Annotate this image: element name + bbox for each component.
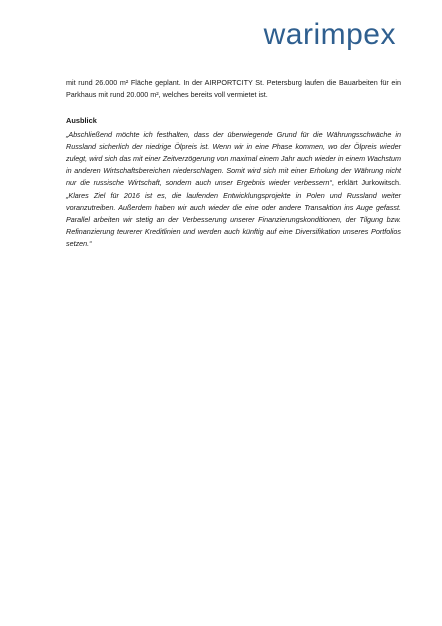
quote-part-1: „Abschließend möchte ich festhalten, dass der überwiegende Grund für die Währungsschwäche in Russland sicherlich der niedrige Ölpreis ist. Wenn wir in eine Phase kommen, wo der Ölpreis wieder zulegt, wird sich das mit einer Zeitverzögerung von maximal einem Jahr auch wieder in einem Wachstum in anderen Wirtschaftsbereichen niederschlagen. Somit wird sich mit einer Erholung der Währung nicht nur die russische Wirtschaft, sondern auch unser Ergebnis wieder verbessern“: [66, 129, 401, 188]
document-body: [66, 77, 401, 251]
warimpex-logo: warimpex: [263, 18, 396, 51]
outlook-paragraph: [66, 129, 401, 251]
section-heading: Ausblick: [66, 116, 97, 126]
quote-part-2: „Klares Ziel für 2016 ist es, die laufenden Entwicklungsprojekte in Polen und Russland weiter voranzutreiben. Außerdem haben wir auch wieder die eine oder andere Transaktion ins Auge gefasst. Parallel arbeiten wir stetig an der Verbesserung unserer Finanzierungskonditionen, der Tilgung bzw. Refinanzierung teurerer Kreditlinien und werden auch künftig auf eine Diversifikation unseres Portfolios setzen.“: [66, 190, 401, 249]
intro-paragraph: mit rund 26.000 m² Fläche geplant. In der AIRPORTCITY St. Petersburg laufen die Bauarbeiten für ein Parkhaus mit rund 20.000 m², welches bereits voll vermietet ist.: [66, 78, 401, 100]
attribution: , erklärt Jurkowitsch.: [331, 178, 401, 188]
